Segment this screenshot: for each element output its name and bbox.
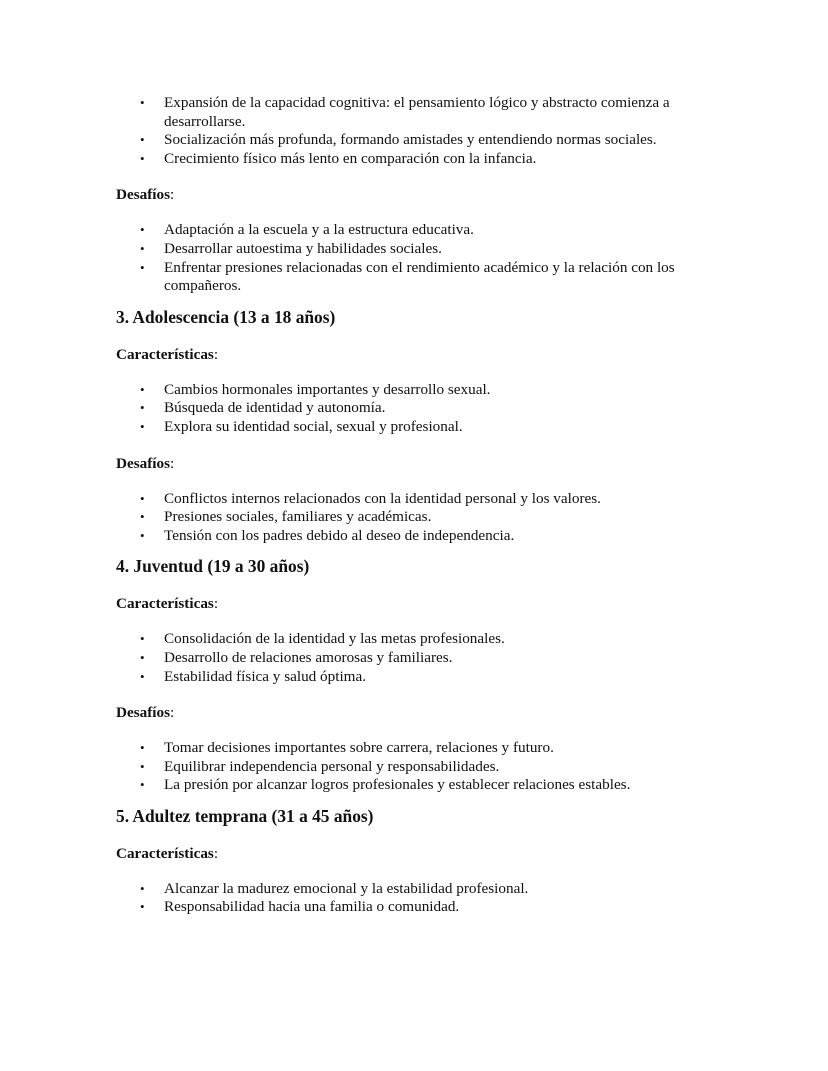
list-item-text: La presión por alcanzar logros profesionales y establecer relaciones estables. bbox=[164, 776, 631, 794]
challenges-list bbox=[116, 490, 728, 546]
characteristics-label: Características: bbox=[116, 844, 219, 862]
list-item-text: Cambios hormonales importantes y desarrollo sexual. bbox=[164, 380, 491, 398]
list-item-text: Socialización más profunda, formando amistades y entendiendo normas sociales. bbox=[164, 131, 657, 149]
bullet-icon: • bbox=[140, 381, 145, 397]
bullet-icon: • bbox=[140, 880, 145, 896]
list-item-text: Búsqueda de identidad y autonomía. bbox=[164, 399, 386, 417]
list-item-text: Responsabilidad hacia una familia o comunidad. bbox=[164, 898, 460, 916]
list-item bbox=[116, 880, 728, 899]
bullet-icon: • bbox=[140, 527, 145, 543]
list-item bbox=[116, 630, 728, 649]
section-heading-juventud: 4. Juventud (19 a 30 años) bbox=[116, 556, 310, 577]
list-item bbox=[116, 150, 728, 169]
characteristics-list bbox=[116, 630, 728, 686]
list-item-text: Tensión con los padres debido al deseo de independencia. bbox=[164, 526, 515, 544]
list-item bbox=[116, 668, 728, 687]
list-item-text: Tomar decisiones importantes sobre carrera, relaciones y futuro. bbox=[164, 739, 554, 757]
challenges-label: Desafíos: bbox=[116, 454, 175, 472]
list-item-text: Adaptación a la escuela y a la estructura educativa. bbox=[164, 221, 474, 239]
bullet-icon: • bbox=[140, 777, 145, 793]
list-item bbox=[116, 898, 728, 917]
list-item bbox=[116, 94, 728, 131]
list-item-text: Crecimiento físico más lento en comparación con la infancia. bbox=[164, 149, 537, 167]
characteristics-label: Características: bbox=[116, 595, 219, 613]
list-item-text: Equilibrar independencia personal y responsabilidades. bbox=[164, 757, 500, 775]
section-heading-adolescencia: 3. Adolescencia (13 a 18 años) bbox=[116, 306, 336, 327]
list-item bbox=[116, 490, 728, 509]
list-item bbox=[116, 649, 728, 668]
bullet-icon: • bbox=[140, 509, 145, 525]
bullet-icon: • bbox=[140, 649, 145, 665]
characteristics-label: Características: bbox=[116, 345, 219, 363]
challenges-label: Desafíos: bbox=[116, 704, 175, 722]
bullet-icon: • bbox=[140, 150, 145, 166]
challenges-list bbox=[116, 221, 728, 295]
bullet-icon: • bbox=[140, 95, 145, 110]
bullet-icon: • bbox=[140, 400, 145, 416]
list-item-text: Enfrentar presiones relacionadas con el rendimiento académico y la relación con los compañeros. bbox=[164, 258, 675, 295]
list-item-text: Estabilidad física y salud óptima. bbox=[164, 667, 367, 685]
list-item-text: Conflictos internos relacionados con la identidad personal y los valores. bbox=[164, 489, 601, 507]
list-item bbox=[116, 418, 728, 437]
list-item bbox=[116, 776, 728, 795]
list-item bbox=[116, 527, 728, 546]
list-item bbox=[116, 381, 728, 400]
list-item bbox=[116, 131, 728, 150]
list-item bbox=[116, 240, 728, 259]
section-heading-adultez-temprana: 5. Adultez temprana (31 a 45 años) bbox=[116, 805, 374, 826]
list-item bbox=[116, 508, 728, 527]
list-item bbox=[116, 399, 728, 418]
list-item-text: Presiones sociales, familiares y académicas. bbox=[164, 508, 432, 526]
bullet-icon: • bbox=[140, 132, 145, 148]
list-item bbox=[116, 758, 728, 777]
list-item-text: Explora su identidad social, sexual y profesional. bbox=[164, 417, 463, 435]
list-item-text: Alcanzar la madurez emocional y la estabilidad profesional. bbox=[164, 879, 529, 897]
development-characteristics-list bbox=[116, 94, 728, 168]
bullet-icon: • bbox=[140, 668, 145, 684]
list-item-text: Consolidación de la identidad y las metas profesionales. bbox=[164, 630, 505, 648]
bullet-icon: • bbox=[140, 418, 145, 434]
list-item bbox=[116, 259, 728, 296]
characteristics-list bbox=[116, 381, 728, 437]
list-item-text: Expansión de la capacidad cognitiva: el pensamiento lógico y abstracto comienza a desarrollarse. bbox=[164, 94, 670, 130]
bullet-icon: • bbox=[140, 758, 145, 774]
bullet-icon: • bbox=[140, 740, 145, 756]
characteristics-list bbox=[116, 880, 728, 917]
list-item-text: Desarrollo de relaciones amorosas y familiares. bbox=[164, 648, 453, 666]
bullet-icon: • bbox=[140, 259, 145, 275]
list-item-text: Desarrollar autoestima y habilidades sociales. bbox=[164, 239, 442, 257]
bullet-icon: • bbox=[140, 222, 145, 238]
bullet-icon: • bbox=[140, 899, 145, 915]
bullet-icon: • bbox=[140, 490, 145, 506]
bullet-icon: • bbox=[140, 240, 145, 256]
challenges-list bbox=[116, 739, 728, 795]
list-item bbox=[116, 739, 728, 758]
challenges-label: Desafíos: bbox=[116, 186, 175, 204]
bullet-icon: • bbox=[140, 631, 145, 647]
list-item bbox=[116, 221, 728, 240]
